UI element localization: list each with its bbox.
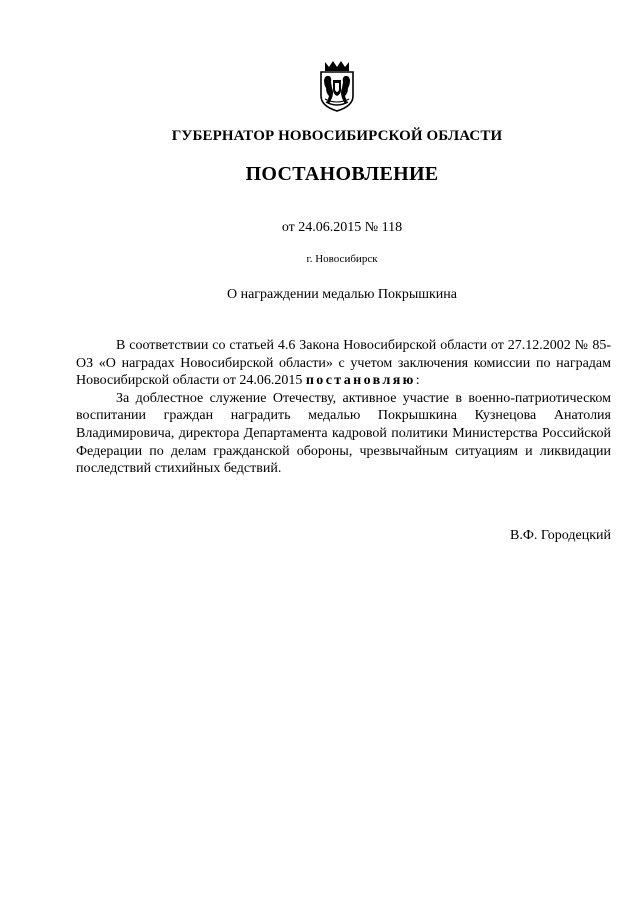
document-subject: О награждении медалью Покрышкина <box>226 287 458 302</box>
document-date-number: от 24.06.2015 № 118 <box>281 220 403 235</box>
body-paragraph-2: За доблестное служение Отечеству, активное участие в военно-патриотическом воспитании граждан наградить медалью Покрышкина Кузнецова Анатолия Владимировича, директора Департамента кадровой политики Министерства Российской Федерации по делам гражданской обороны, чрезвычайным ситуациям и ликвидации последствий стихийных бедствий. <box>76 390 611 477</box>
document-city: г. Новосибирск <box>306 253 378 265</box>
decree-word: постановляю <box>305 373 416 389</box>
paragraph-1-end: : <box>415 373 420 389</box>
paragraph-1-text: В соответствии со статьей 4.6 Закона Новосибирской области от 27.12.2002 № 85-ОЗ «О наградах Новосибирской области» с учетом заключения комиссии по наградам Новосибирской области от 24.06.2015 <box>76 338 611 389</box>
document-body <box>76 337 611 478</box>
signatory-name: В.Ф. Городецкий <box>510 528 611 543</box>
body-paragraph-1 <box>76 337 611 390</box>
issuing-authority: ГУБЕРНАТОР НОВОСИБИРСКОЙ ОБЛАСТИ <box>171 128 503 144</box>
document-type-title: ПОСТАНОВЛЕНИЕ <box>245 163 439 185</box>
coat-of-arms-icon <box>316 58 358 112</box>
